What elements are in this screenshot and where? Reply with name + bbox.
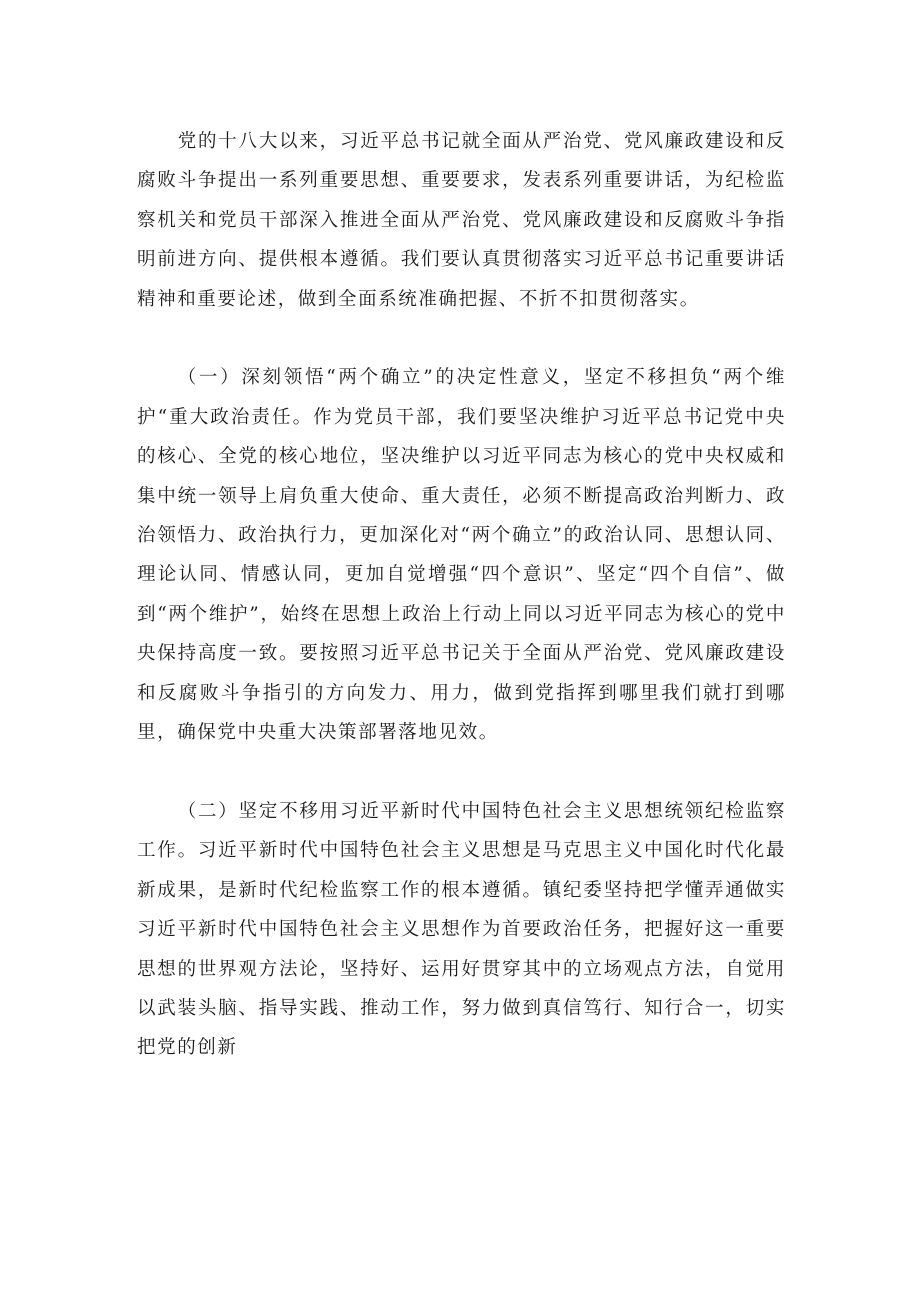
paragraph-intro: 党的十八大以来，习近平总书记就全面从严治党、党风廉政建设和反腐败斗争提出一系列重要思想、重要要求，发表系列重要讲话，为纪检监察机关和党员干部深入推进全面从严治党、党风廉政建设和反腐败斗争指明前进方向、提供根本遵循。我们要认真贯彻落实习近平总书记重要讲话精神和重要论述，做到全面系统准确把握、不折不扣贯彻落实。 [137,131,786,310]
paragraph-section-one: （一）深刻领悟“两个确立”的决定性意义，坚定不移担负“两个维护“重大政治责任。作为党员干部，我们要坚决维护习近平总书记党中央的核心、全党的核心地位，坚决维护以习近平同志为核心的党中央权威和集中统一领导上肩负重大使命、重大责任，必须不断提高政治判断力、政治领悟力、政治执行力，更加深化对“两个确立”的政治认同、思想认同、理论认同、情感认同，更加自觉增强“四个意识”、坚定“四个自信”、做到“两个维护”，始终在思想上政治上行动上同以习近平同志为核心的党中央保持高度一致。要按照习近平总书记关于全面从严治党、党风廉政建设和反腐败斗争指引的方向发力、用力，做到党指挥到哪里我们就打到哪里，确保党中央重大决策部署落地见效。 [137,367,786,744]
paragraph-section-two: （二）坚定不移用习近平新时代中国特色社会主义思想统领纪检监察工作。习近平新时代中国特色社会主义思想是马克思主义中国化时代化最新成果，是新时代纪检监察工作的根本遵循。镇纪委坚持把学懂弄通做实习近平新时代中国特色社会主义思想作为首要政治任务，把握好这一重要思想的世界观方法论，坚持好、运用好贯穿其中的立场观点方法，自觉用以武装头脑、指导实践、推动工作，努力做到真信笃行、知行合一，切实把党的创新 [137,800,786,1059]
document-body [137,122,786,1068]
